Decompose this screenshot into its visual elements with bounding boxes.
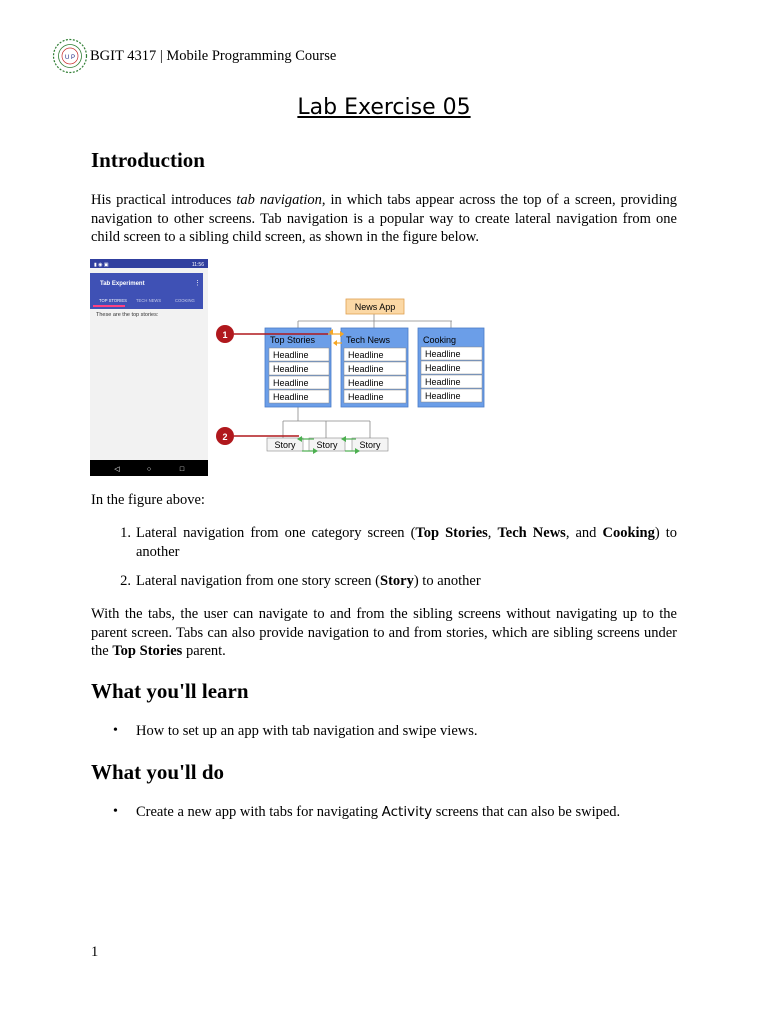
headline-item: Headline xyxy=(273,392,309,402)
category-label: Top Stories xyxy=(270,335,316,345)
headline-item: Headline xyxy=(425,363,461,373)
phone-content-text: These are the top stories: xyxy=(96,312,159,318)
figure-svg xyxy=(90,259,510,477)
course-title: BGIT 4317 | Mobile Programming Course xyxy=(90,47,337,64)
logo-text: U P xyxy=(64,55,76,61)
university-logo-icon xyxy=(52,38,88,74)
section-heading-introduction: Introduction xyxy=(91,148,205,172)
headline-item: Headline xyxy=(425,377,461,387)
bullet-text: How to set up an app with tab navigation and swipe views. xyxy=(136,723,478,739)
category-cooking xyxy=(418,328,484,407)
bullet-item xyxy=(91,722,677,741)
tabs-paragraph: With the tabs, the user can navigate to and from the sibling screens without navigating up to the parent screen. Tabs can also provide navigation to and from stories, which are sibling screens under the Top Stories parent. xyxy=(91,606,677,659)
page-number: 1 xyxy=(91,944,99,960)
bullet-item xyxy=(91,803,677,822)
phone-screenshot xyxy=(90,259,208,476)
bullet-icon: • xyxy=(113,804,118,819)
phone-tab-cooking[interactable]: COOKING xyxy=(175,298,195,303)
tab-indicator xyxy=(93,305,125,307)
code-activity: Activity xyxy=(381,804,433,820)
headline-item: Headline xyxy=(348,364,384,374)
list-item-text: Lateral navigation from one story screen (Story) to another xyxy=(136,573,481,589)
story-item: Story xyxy=(274,440,296,450)
page-title: Lab Exercise 05 xyxy=(297,95,471,120)
figure-intro-text: In the figure above: xyxy=(91,492,205,508)
list-item xyxy=(91,572,677,591)
intro-paragraph: His practical introduces tab navigation, in which tabs appear across the top of a screen, providing navigation to other screens. Tab navigation is a popular way to create lateral navigation from one child screen to a sibling child screen, as shown in the figure below. xyxy=(91,192,677,245)
headline-item: Headline xyxy=(348,378,384,388)
list-item xyxy=(91,524,677,561)
category-label: Tech News xyxy=(346,335,391,345)
bullet-text: Create a new app with tabs for navigating Activity screens that can also be swiped. xyxy=(136,804,621,820)
home-button-icon[interactable]: ○ xyxy=(146,466,152,473)
bullet-icon: • xyxy=(113,723,118,738)
section-heading-do: What you'll do xyxy=(91,760,225,784)
headline-item: Headline xyxy=(273,364,309,374)
phone-tab-top-stories[interactable]: TOP STORIES xyxy=(99,298,127,303)
category-top-stories xyxy=(265,328,331,407)
page-header xyxy=(52,38,336,74)
story-item: Story xyxy=(359,440,381,450)
tab-navigation-figure xyxy=(90,259,510,477)
list-number: 2. xyxy=(120,573,131,589)
status-time: 11:56 xyxy=(191,262,204,268)
recents-button-icon[interactable]: □ xyxy=(179,466,185,473)
headline-item: Headline xyxy=(425,391,461,401)
phone-app-bar xyxy=(90,273,203,309)
svg-text:2: 2 xyxy=(222,432,228,442)
overflow-menu-icon[interactable]: ⋮ xyxy=(194,280,201,287)
headline-item: Headline xyxy=(348,350,384,360)
headline-item: Headline xyxy=(273,350,309,360)
list-number: 1. xyxy=(120,525,131,541)
headline-item: Headline xyxy=(348,392,384,402)
category-label: Cooking xyxy=(423,335,457,345)
svg-text:1: 1 xyxy=(222,330,228,340)
section-heading-learn: What you'll learn xyxy=(91,679,249,703)
list-item-text: Lateral navigation from one category screen (Top Stories, Tech News, and Cooking) to another xyxy=(136,525,678,560)
headline-item: Headline xyxy=(425,349,461,359)
back-button-icon[interactable]: ◁ xyxy=(114,466,120,473)
status-icons: ▮ ◉ ▣ xyxy=(94,262,109,268)
tree-root-label: News App xyxy=(354,302,396,312)
category-tech-news xyxy=(341,328,408,407)
phone-app-title: Tab Experiment xyxy=(100,281,145,287)
headline-item: Headline xyxy=(273,378,309,388)
story-item: Story xyxy=(316,440,338,450)
phone-tab-tech-news[interactable]: TECH NEWS xyxy=(136,298,162,303)
stories-row xyxy=(267,438,388,451)
